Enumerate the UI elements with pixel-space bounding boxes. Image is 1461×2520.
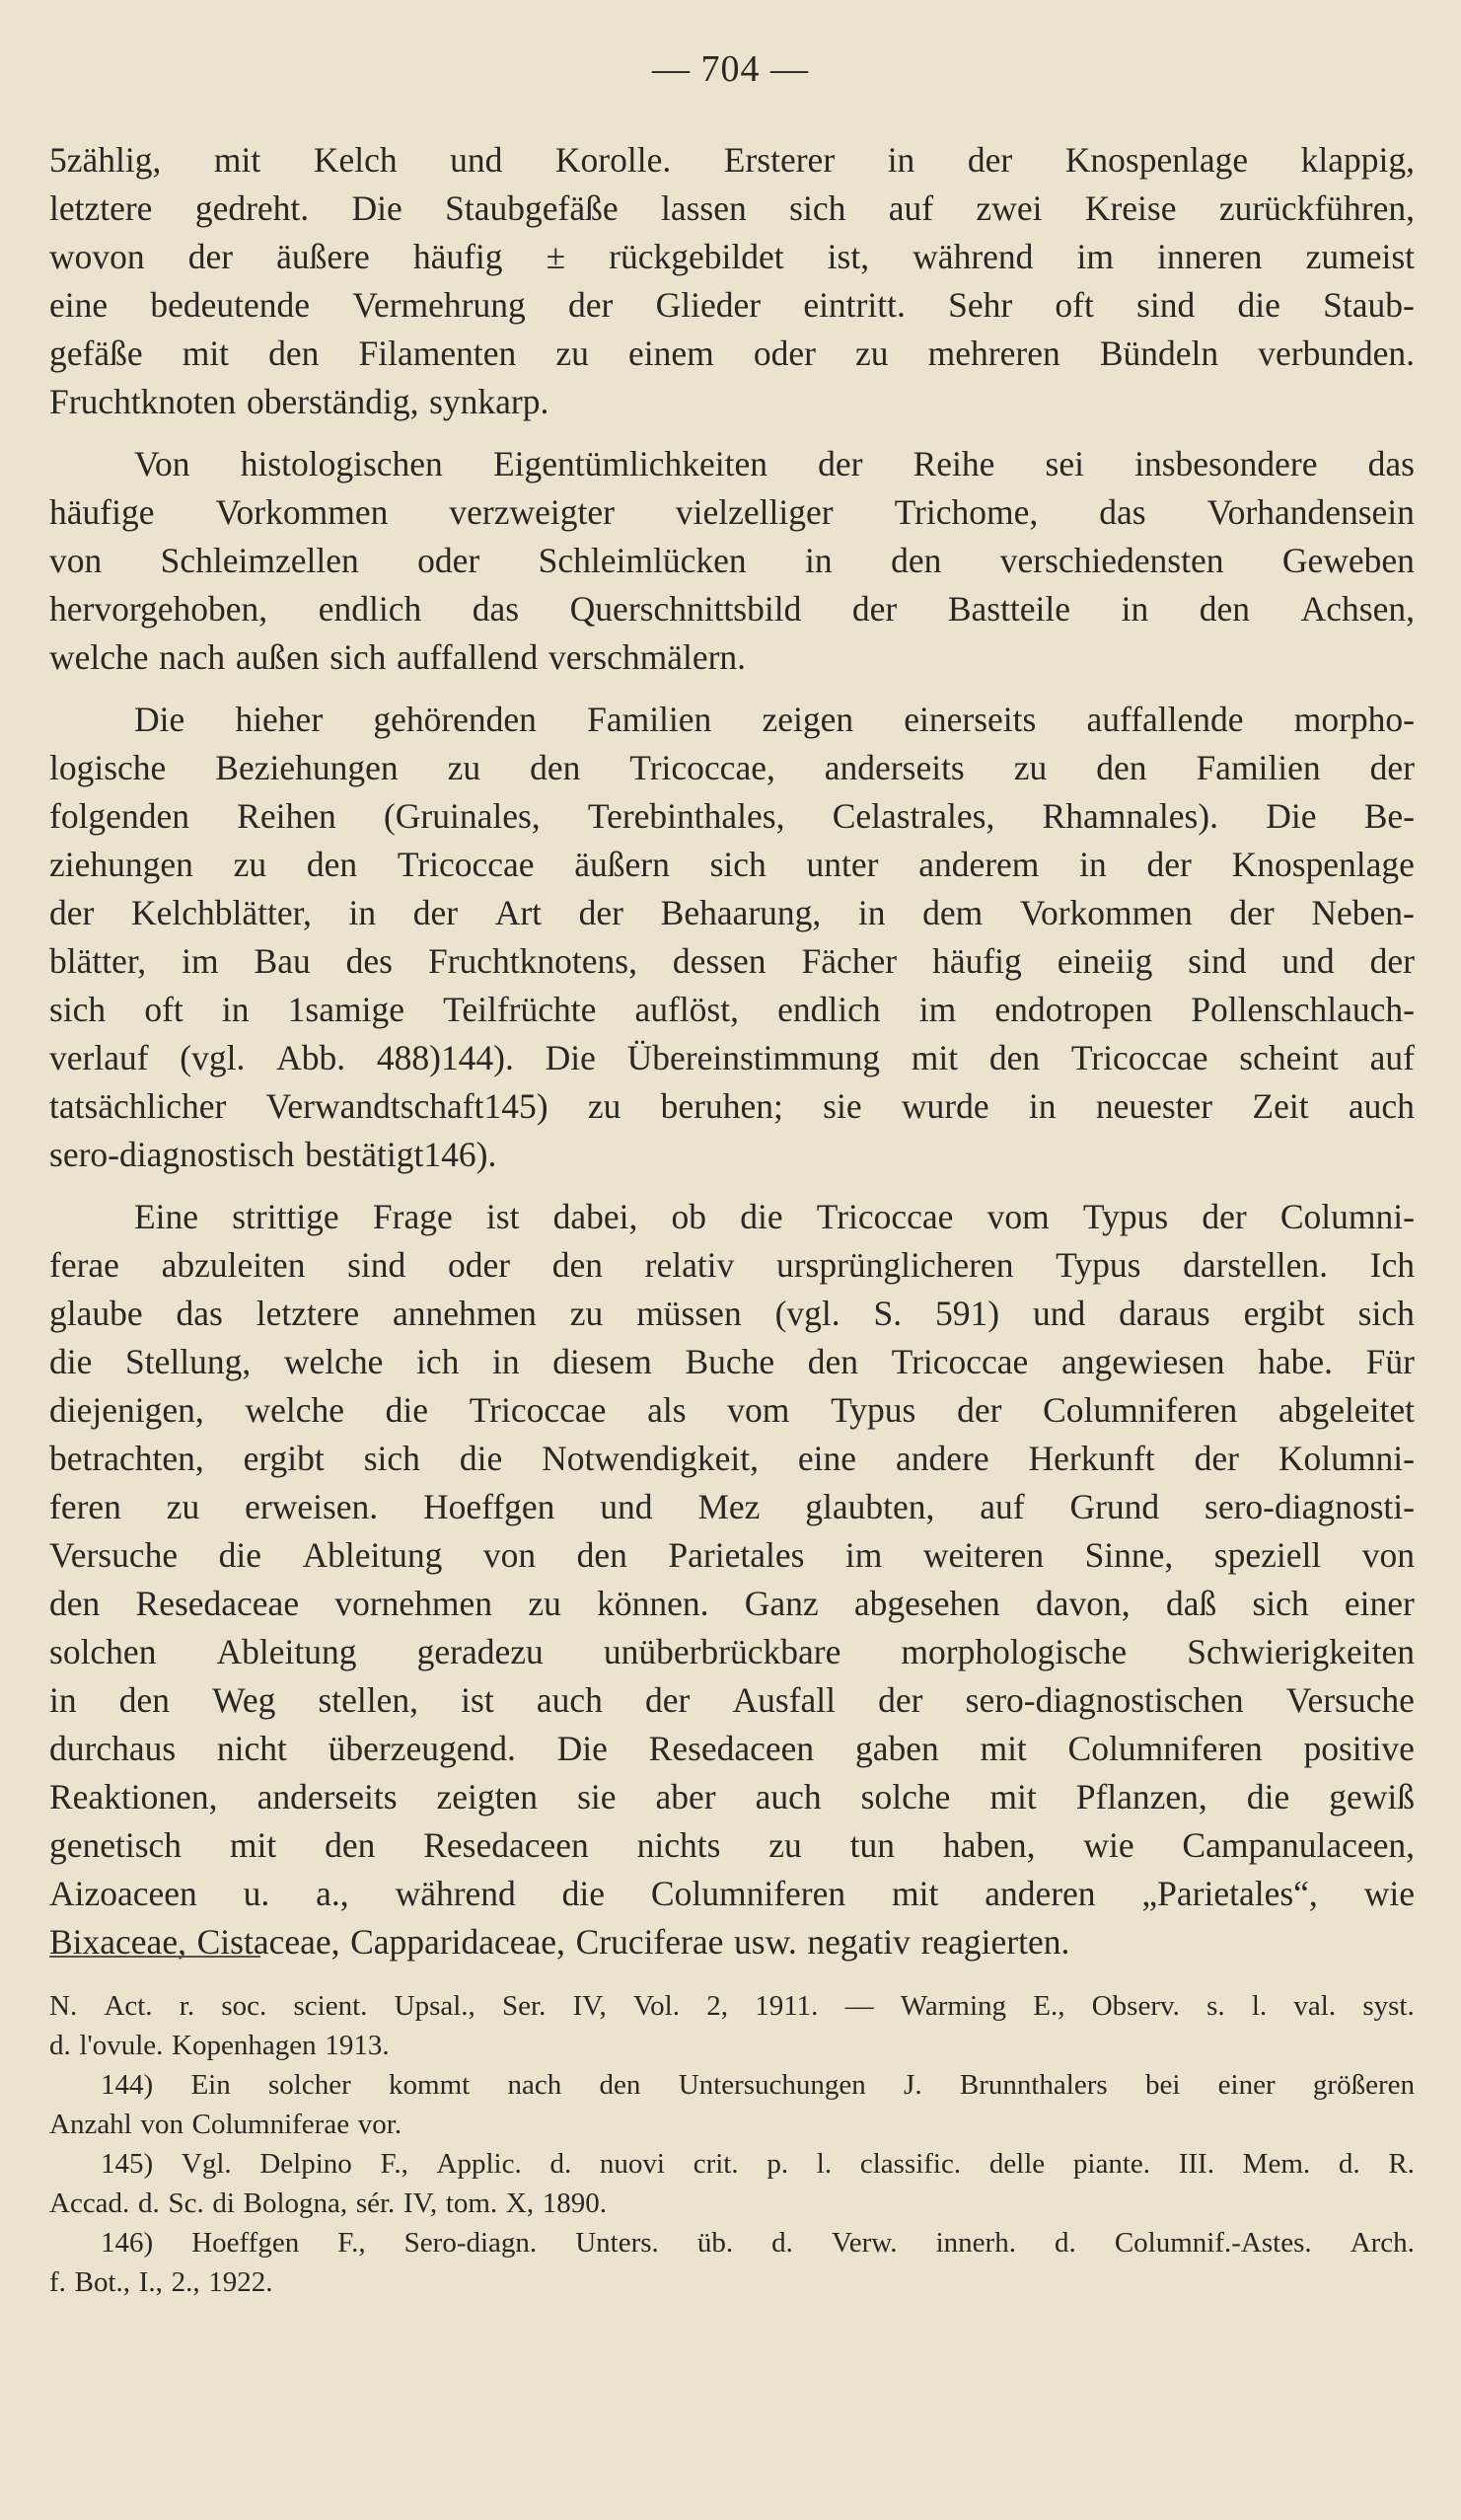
footnote [49,1986,1415,2065]
text-line: Die hieher gehörenden Familien zeigen einerseits auffallende morpho- [134,700,1415,739]
text-line: solchen Ableitung geradezu unüberbrückbare morphologische Schwierigkeiten [49,1632,1415,1671]
text-line: der Kelchblätter, in der Art der Behaarung, in dem Vorkommen der Neben- [49,893,1415,932]
text-line: Fruchtknoten oberständig, synkarp. [49,382,549,421]
text-line: in den Weg stellen, ist auch der Ausfall der sero-diagnostischen Versuche [49,1680,1415,1720]
body-text [49,136,1415,1966]
footnote-line: N. Act. r. soc. scient. Upsal., Ser. IV, Vol. 2, 1911. — Warming E., Observ. s. l. val. syst. [49,1990,1415,2022]
footnote [49,2223,1415,2302]
text-line: folgenden Reihen (Gruinales, Terebinthales, Celastrales, Rhamnales). Die Be- [49,796,1415,836]
text-line: den Resedaceae vornehmen zu können. Ganz abgesehen davon, daß sich einer [49,1584,1415,1623]
footnote-line: Anzahl von Columniferae vor. [49,2109,402,2140]
footnote-line: 145) Vgl. Delpino F., Applic. d. nuovi crit. p. l. classific. delle piante. III. Mem. d. R. [101,2148,1415,2180]
text-line: Eine strittige Frage ist dabei, ob die Tricoccae vom Typus der Columni- [134,1197,1415,1236]
text-line: Aizoaceen u. a., während die Columniferen mit anderen „Parietales“, wie [49,1874,1415,1913]
text-line: verlauf (vgl. Abb. 488)144). Die Übereinstimmung mit den Tricoccae scheint auf [49,1038,1415,1077]
text-line: genetisch mit den Resedaceen nichts zu tun haben, wie Campanulaceen, [49,1825,1415,1865]
footnote-line: Accad. d. Sc. di Bologna, sér. IV, tom. X, 1890. [49,2187,608,2219]
text-line: von Schleimzellen oder Schleimlücken in den verschiedensten Geweben [49,541,1415,580]
footnote-line: d. l'ovule. Kopenhagen 1913. [49,2030,390,2061]
text-line: ziehungen zu den Tricoccae äußern sich unter anderem in der Knospenlage [49,845,1415,884]
footnotes [49,1986,1415,2302]
footnote-separator [49,1956,260,1958]
footnote [49,2065,1415,2144]
text-line: wovon der äußere häufig ± rückgebildet ist, während im inneren zumeist [49,237,1415,276]
text-line: 5zählig, mit Kelch und Korolle. Ersterer in der Knospenlage klappig, [49,140,1415,180]
footnote-line: 144) Ein solcher kommt nach den Untersuchungen J. Brunnthalers bei einer größeren [101,2069,1415,2101]
text-line: durchaus nicht überzeugend. Die Resedaceen gaben mit Columniferen positive [49,1729,1415,1768]
paragraph [49,440,1415,682]
text-line: logische Beziehungen zu den Tricoccae, anderseits zu den Familien der [49,748,1415,787]
text-line: eine bedeutende Vermehrung der Glieder eintritt. Sehr oft sind die Staub- [49,285,1415,325]
text-line: feren zu erweisen. Hoeffgen und Mez glaubten, auf Grund sero-diagnosti- [49,1487,1415,1526]
paragraph [49,136,1415,426]
text-line: gefäße mit den Filamenten zu einem oder zu mehreren Bündeln verbunden. [49,334,1415,373]
page-number: — 704 — [652,48,809,90]
paragraph [49,1193,1415,1966]
text-line: häufige Vorkommen verzweigter vielzelliger Trichome, das Vorhandensein [49,492,1415,532]
text-line: ferae abzuleiten sind oder den relativ ursprünglicheren Typus darstellen. Ich [49,1245,1415,1285]
text-line: sero-diagnostisch bestätigt146). [49,1135,497,1174]
text-line: hervorgehoben, endlich das Querschnittsbild der Bastteile in den Achsen, [49,589,1415,629]
text-line: Versuche die Ableitung von den Parietales im weiteren Sinne, speziell von [49,1535,1415,1575]
footnote [49,2144,1415,2223]
text-line: Bixaceae, Cistaceae, Capparidaceae, Cruciferae usw. negativ reagierten. [49,1922,1070,1962]
text-line: tatsächlicher Verwandtschaft145) zu beruhen; sie wurde in neuester Zeit auch [49,1086,1415,1126]
footnote-line: f. Bot., I., 2., 1922. [49,2266,273,2298]
text-line: blätter, im Bau des Fruchtknotens, dessen Fächer häufig eineiig sind und der [49,941,1415,981]
text-line: betrachten, ergibt sich die Notwendigkeit, eine andere Herkunft der Kolumni- [49,1439,1415,1478]
text-line: Reaktionen, anderseits zeigten sie aber auch solche mit Pflanzen, die gewiß [49,1777,1415,1816]
text-line: Von histologischen Eigentümlichkeiten der Reihe sei insbesondere das [134,444,1415,483]
text-line: diejenigen, welche die Tricoccae als vom Typus der Columniferen abgeleitet [49,1390,1415,1430]
footnote-line: 146) Hoeffgen F., Sero-diagn. Unters. üb. d. Verw. innerh. d. Columnif.-Astes. Arch. [101,2227,1415,2259]
text-line: die Stellung, welche ich in diesem Buche den Tricoccae angewiesen habe. Für [49,1342,1415,1381]
text-line: sich oft in 1samige Teilfrüchte auflöst, endlich im endotropen Pollenschlauch- [49,990,1415,1029]
text-line: letztere gedreht. Die Staubgefäße lassen sich auf zwei Kreise zurückführen, [49,188,1415,228]
text-line: glaube das letztere annehmen zu müssen (vgl. S. 591) und daraus ergibt sich [49,1294,1415,1333]
paragraph [49,696,1415,1179]
text-line: welche nach außen sich auffallend verschmälern. [49,637,747,677]
